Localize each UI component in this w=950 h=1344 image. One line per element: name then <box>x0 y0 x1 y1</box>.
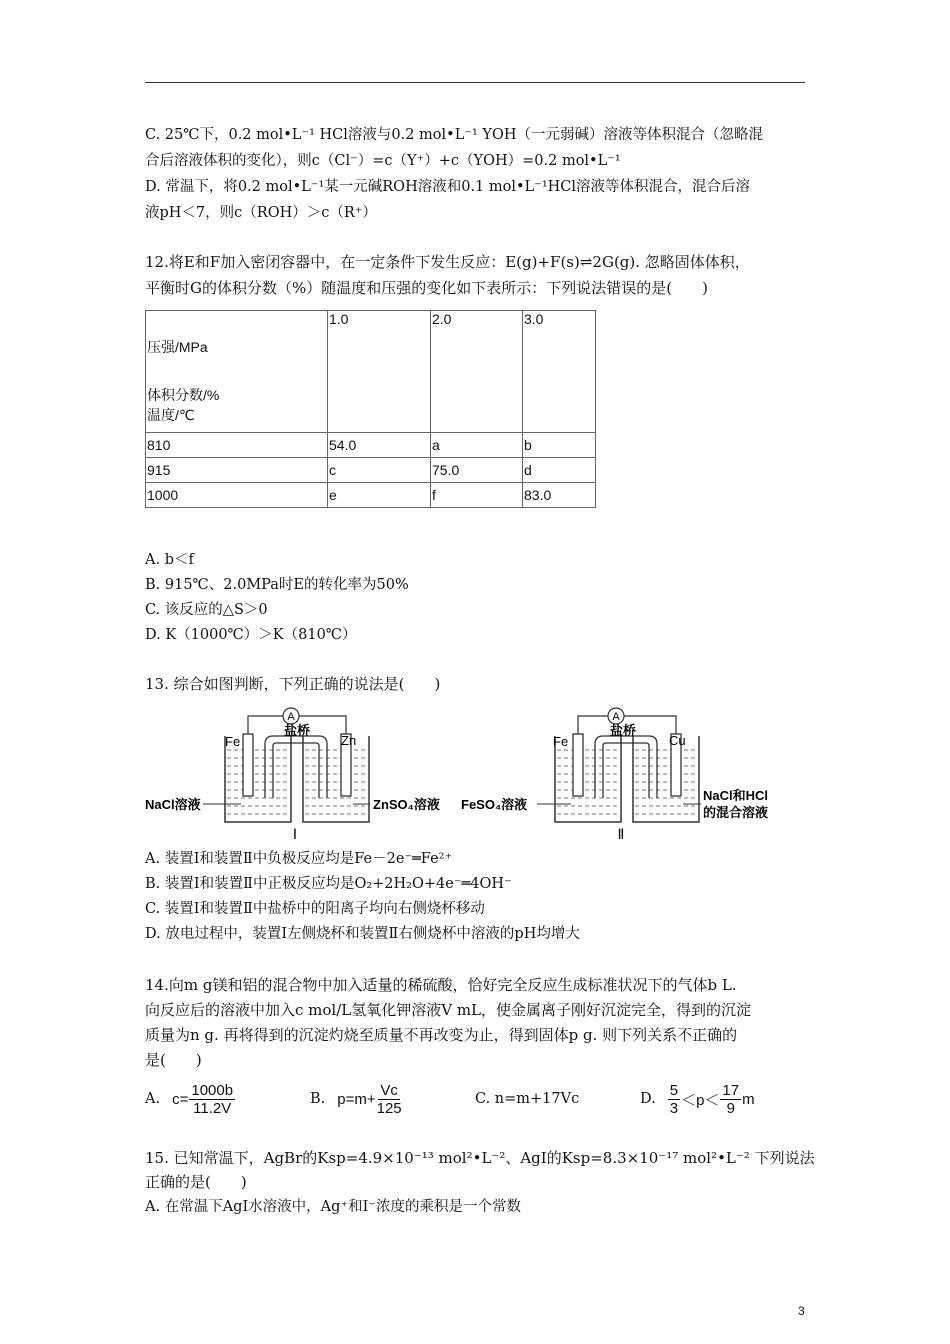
svg-text:盐桥: 盐桥 <box>609 723 637 738</box>
q15-option-a: A. 在常温下AgI水溶液中，Ag⁺和I⁻浓度的乘积是一个常数 <box>145 1199 521 1215</box>
svg-text:Cu: Cu <box>669 733 686 748</box>
svg-text:ZnSO₄溶液: ZnSO₄溶液 <box>373 797 440 812</box>
option-label: A. <box>145 1091 161 1107</box>
denominator: 125 <box>376 1099 402 1117</box>
table-corner-cell <box>146 311 328 433</box>
numerator: 17 <box>722 1081 740 1099</box>
q13-option-a: A. 装置Ⅰ和装置Ⅱ中负极反应均是Fe－2e⁻═Fe²⁺ <box>145 851 453 867</box>
q13-option-b: B. 装置Ⅰ和装置Ⅱ中正极反应均是O₂+2H₂O+4e⁻═4OH⁻ <box>145 876 512 892</box>
pressure-header-cell: 1.0 <box>328 311 431 433</box>
value-cell: b <box>523 433 596 458</box>
q11-option-d-line1: D. 常温下，将0.2 mol•L⁻¹某一元碱ROH溶液和0.1 mol•L⁻¹HCl溶液等体积混合，混合后溶 <box>145 179 751 195</box>
svg-text:NaCl和HCl: NaCl和HCl <box>703 788 769 803</box>
value-cell: 75.0 <box>431 458 523 483</box>
fraction <box>189 1082 235 1117</box>
value-cell: e <box>328 483 431 508</box>
value-cell: a <box>431 433 523 458</box>
q11-option-c-line2: 合后溶液体积的变化），则c（Cl⁻）=c（Y⁺）+c（YOH）=0.2 mol•L⁻¹ <box>145 153 621 169</box>
denominator: 9 <box>726 1099 735 1117</box>
temp-cell: 915 <box>146 458 328 483</box>
svg-text:FeSO₄溶液: FeSO₄溶液 <box>461 797 528 812</box>
q14-stem-line2: 向反应后的溶液中加入c mol/L氢氧化钾溶液V mL，使金属离子刚好沉淀完全，得到的沉淀 <box>145 1001 752 1019</box>
q13-option-d: D. 放电过程中，装置Ⅰ左侧烧杯和装置Ⅱ右侧烧杯中溶液的pH均增大 <box>145 926 580 942</box>
svg-text:NaCl溶液: NaCl溶液 <box>145 797 201 812</box>
svg-text:盐桥: 盐桥 <box>283 723 311 738</box>
numerator: 1000b <box>191 1081 234 1099</box>
q14-stem-line1: 14.向m g镁和铝的混合物中加入适量的稀硫酸，恰好完全反应生成标准状况下的气体b L. <box>145 976 737 994</box>
formula-lhs: c= <box>172 1090 189 1108</box>
numerator: Vc <box>380 1081 398 1099</box>
numerator: 5 <box>669 1081 679 1099</box>
label-temperature: 温度/℃ <box>147 407 195 423</box>
option-label: D. <box>640 1091 656 1107</box>
label-pressure: 压强/MPa <box>147 339 208 355</box>
q14-option-b <box>310 1078 403 1120</box>
q12-stem-line2: 平衡时G的体积分数（%）随温度和压强的变化如下表所示：下列说法错误的是( ) <box>145 279 708 297</box>
q14-option-d <box>640 1078 755 1120</box>
svg-text:A: A <box>612 711 620 723</box>
device-one-diagram <box>145 708 440 842</box>
q14-stem-line4: 是( ) <box>145 1051 202 1069</box>
q11-option-d-line2: 液pH＜7，则c（ROH）＞c（R⁺） <box>145 205 377 221</box>
galvanic-cells-figure <box>145 706 805 850</box>
denominator: 3 <box>669 1099 679 1117</box>
table-header-row <box>146 311 596 433</box>
q11-option-c-line1: C. 25℃下，0.2 mol•L⁻¹ HCl溶液与0.2 mol•L⁻¹ YOH（一元弱碱）溶液等体积混合（忽略混 <box>145 127 764 143</box>
q13-option-c: C. 装置Ⅰ和装置Ⅱ中盐桥中的阳离子均向右侧烧杯移动 <box>145 901 485 917</box>
temp-cell: 810 <box>146 433 328 458</box>
value-cell: 83.0 <box>523 483 596 508</box>
q14-options <box>145 1078 805 1120</box>
q14-stem-line3: 质量为n g. 再将得到的沉淀灼烧至质量不再改变为止，得到固体p g. 则下列关系不正确的 <box>145 1026 738 1044</box>
device-two-diagram <box>461 708 768 842</box>
temp-cell: 1000 <box>146 483 328 508</box>
q15-stem-line2: 正确的是( ) <box>145 1173 247 1191</box>
denominator: 11.2V <box>193 1099 232 1117</box>
q15-stem-line1: 15. 已知常温下，AgBr的Ksp=4.9×10⁻¹³ mol²•L⁻²、AgI的Ksp=8.3×10⁻¹⁷ mol²•L⁻² 下列说法 <box>145 1149 815 1167</box>
q14-option-c <box>475 1078 579 1120</box>
option-label: B. <box>310 1091 326 1107</box>
formula-tail: m <box>742 1090 755 1108</box>
fraction <box>668 1082 680 1117</box>
value-cell: 54.0 <box>328 433 431 458</box>
fraction <box>720 1082 741 1117</box>
equilibrium-table <box>145 310 596 508</box>
svg-text:Fe: Fe <box>225 734 241 749</box>
table-row <box>146 483 596 508</box>
inequality: ＜p＜ <box>681 1091 720 1109</box>
svg-text:Fe: Fe <box>553 734 569 749</box>
fraction <box>377 1082 402 1117</box>
svg-text:Ⅱ: Ⅱ <box>617 826 625 842</box>
option-text: C. n=m+17Vc <box>475 1091 580 1107</box>
svg-text:A: A <box>287 711 295 723</box>
page-number: 3 <box>798 1304 805 1318</box>
q12-option-d: D. K（1000℃）＞K（810℃） <box>145 627 357 643</box>
table-row <box>146 433 596 458</box>
pressure-header-cell: 2.0 <box>431 311 523 433</box>
q14-option-a <box>145 1078 236 1120</box>
header-rule <box>145 82 805 83</box>
value-cell: f <box>431 483 523 508</box>
table-row <box>146 458 596 483</box>
q12-stem-line1: 12.将E和F加入密闭容器中，在一定条件下发生反应：E(g)+F(s)⇌2G(g). 忽略固体体积， <box>145 253 750 271</box>
formula-lhs: p=m+ <box>337 1090 376 1108</box>
pressure-header-cell: 3.0 <box>523 311 596 433</box>
q12-option-b: B. 915℃、2.0MPa时E的转化率为50% <box>145 577 409 593</box>
value-cell: c <box>328 458 431 483</box>
q13-stem: 13. 综合如图判断，下列正确的说法是( ) <box>145 675 441 693</box>
svg-text:Ⅰ: Ⅰ <box>292 826 298 842</box>
svg-text:的混合溶液: 的混合溶液 <box>703 805 769 820</box>
q12-option-a: A. b＜f <box>145 552 194 568</box>
q12-option-c: C. 该反应的△S＞0 <box>145 602 268 618</box>
svg-text:Zn: Zn <box>341 733 357 748</box>
label-volume-fraction: 体积分数/% <box>147 387 220 403</box>
value-cell: d <box>523 458 596 483</box>
